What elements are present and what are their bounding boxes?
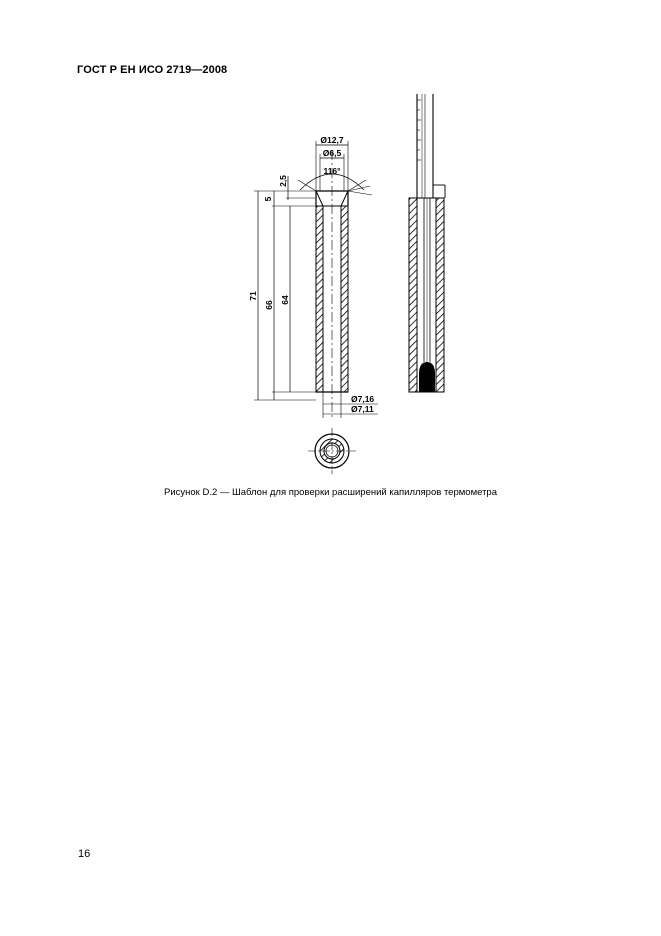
- dim-chamfer-depth: 2,5: [278, 175, 288, 187]
- dim-inner-diameter: Ø6,5: [322, 148, 342, 158]
- thermometer-assembly: [409, 94, 445, 392]
- dim-height-66: 66: [264, 300, 274, 310]
- page-number: 16: [78, 848, 91, 860]
- left-wall: [316, 206, 323, 392]
- figure-caption: Рисунок D.2 — Шаблон для проверки расширений капилляров термометра: [164, 487, 497, 498]
- top-view: [308, 428, 356, 474]
- scale-ticks: [417, 100, 421, 160]
- thermometer-bulb: [419, 362, 435, 392]
- dim-offset: 5: [263, 196, 273, 202]
- dim-outer-diameter: Ø12,7: [320, 135, 344, 145]
- dim-pin-min: Ø7,11: [351, 404, 374, 414]
- dim-angle: 116°: [323, 166, 341, 176]
- document-header: ГОСТ Р ЕН ИСО 2719—2008: [77, 64, 228, 76]
- section-view: [248, 135, 378, 420]
- dim-height-64: 64: [280, 295, 290, 305]
- right-wall: [341, 206, 348, 392]
- dim-pin-max: Ø7,16: [351, 394, 375, 404]
- dim-total-height: 71: [248, 291, 258, 301]
